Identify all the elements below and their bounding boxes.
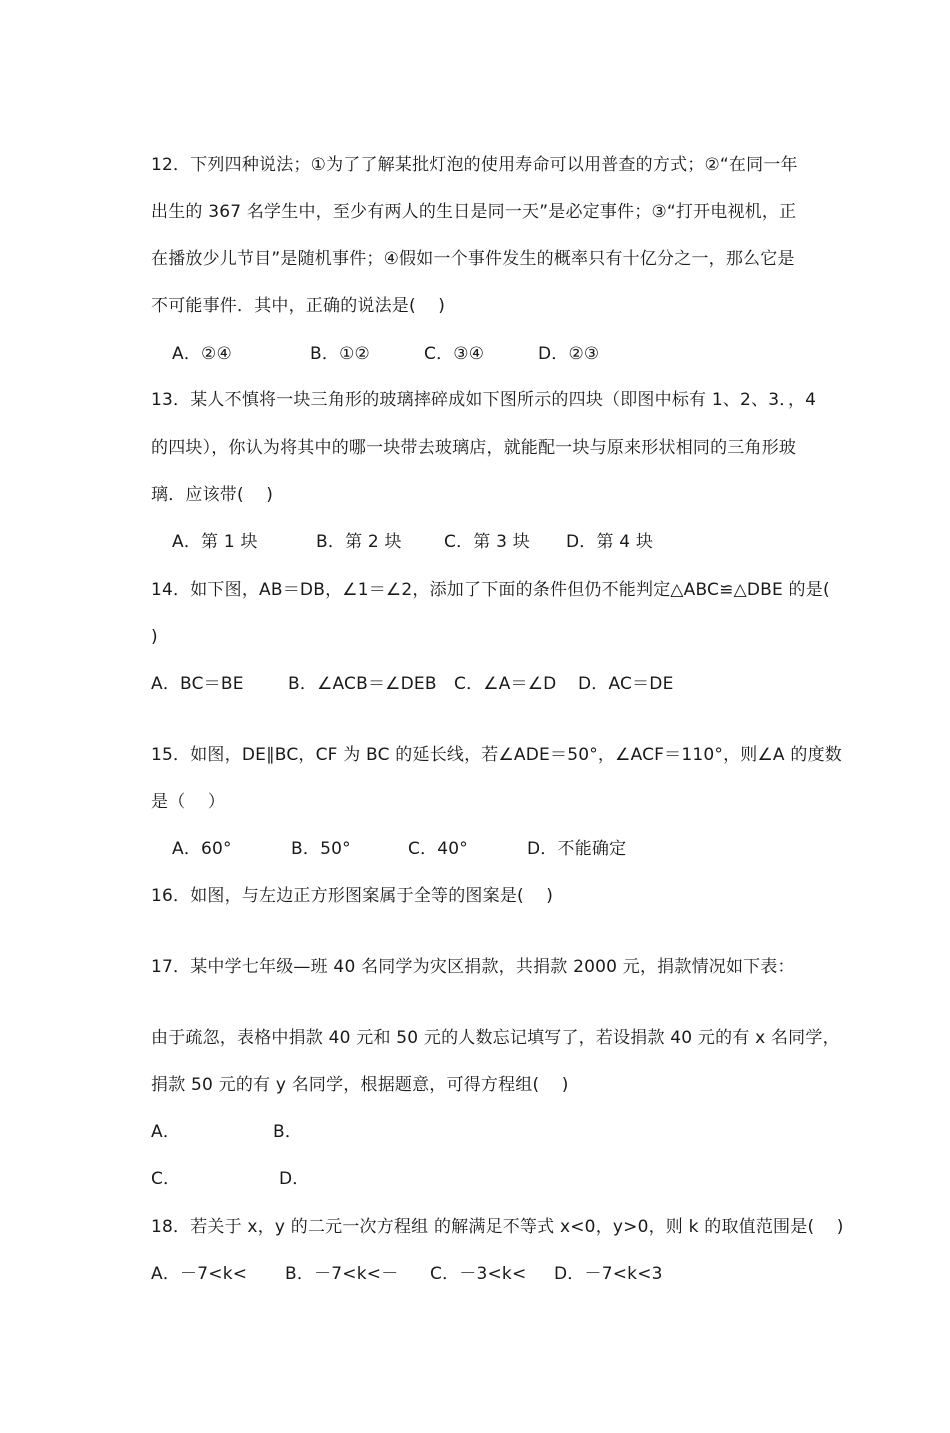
question-12-line-2: 出生的 367 名学生中，至少有两人的生日是同一天”是必定事件；③“打开电视机，正 [151,202,797,222]
question-13-line-2: 的四块），你认为将其中的哪一块带去玻璃店，就能配一块与原来形状相同的三角形玻 [151,438,797,458]
question-15-option-b: B．50° [291,839,351,859]
question-12-option-b: B．①② [310,344,370,364]
question-12-line-4: 不可能事件．其中，正确的说法是( ) [151,296,446,316]
question-15-line-1: 15．如图，DE∥BC，CF 为 BC 的延长线，若∠ADE＝50°，∠ACF＝110°，则∠A 的度数 [151,745,842,765]
question-17-option-a: A． [151,1122,181,1142]
question-18-line-1: 18．若关于 x，y 的二元一次方程组 的解满足不等式 x<0，y>0，则 k 的取值范围是( ) [151,1217,844,1237]
question-17-line-1: 17．某中学七年级—班 40 名同学为灾区捐款，共捐款 2000 元，捐款情况如下表： [151,957,795,977]
question-18-option-b: B．－7<k<－ [285,1264,399,1284]
question-13-option-a: A．第 1 块 [172,532,258,552]
question-14-line-1: 14．如下图，AB＝DB，∠1＝∠2，添加了下面的条件但仍不能判定△ABC≌△DBE 的是( [151,580,830,600]
question-12-option-a: A．②④ [172,344,232,364]
question-18-option-d: D．－7<k<3 [554,1264,663,1284]
question-16-line-1: 16．如图，与左边正方形图案属于全等的图案是( ) [151,886,554,906]
question-14-line-2: ) [151,627,158,647]
question-17-option-b: B． [273,1122,303,1142]
question-14-option-b: B．∠ACB＝∠DEB [288,674,437,694]
question-15-option-d: D．不能确定 [527,839,627,859]
question-13-option-d: D．第 4 块 [566,532,654,552]
question-14-option-d: D．AC＝DE [578,674,674,694]
question-15-option-a: A．60° [172,839,232,859]
question-13-option-b: B．第 2 块 [316,532,402,552]
question-17-option-d: D． [279,1169,310,1189]
question-15-option-c: C．40° [408,839,469,859]
question-17-line-3: 捐款 50 元的有 y 名同学，根据题意，可得方程组( ) [151,1075,569,1095]
question-12-option-d: D．②③ [538,344,600,364]
question-18-option-c: C．－3<k< [430,1264,527,1284]
question-13-line-3: 璃．应该带( ) [151,485,274,505]
question-12-line-1: 12．下列四种说法；①为了了解某批灯泡的使用寿命可以用普查的方式；②“在同一年 [151,155,798,175]
question-15-line-2: 是（ ） [151,792,226,812]
question-14-option-c: C．∠A＝∠D [454,674,557,694]
question-13-option-c: C．第 3 块 [444,532,530,552]
question-12-option-c: C．③④ [424,344,485,364]
question-12-line-3: 在播放少儿节目”是随机事件；④假如一个事件发生的概率只有十亿分之一，那么它是 [151,249,795,269]
question-13-line-1: 13．某人不慎将一块三角形的玻璃摔碎成如下图所示的四块（即图中标有 1、2、3．，4 [151,390,817,410]
question-18-option-a: A．－7<k< [151,1264,248,1284]
question-17-option-c: C． [151,1169,181,1189]
question-17-line-2: 由于疏忽，表格中捐款 40 元和 50 元的人数忘记填写了，若设捐款 40 元的有 x 名同学， [151,1028,840,1048]
question-14-option-a: A．BC＝BE [151,674,244,694]
